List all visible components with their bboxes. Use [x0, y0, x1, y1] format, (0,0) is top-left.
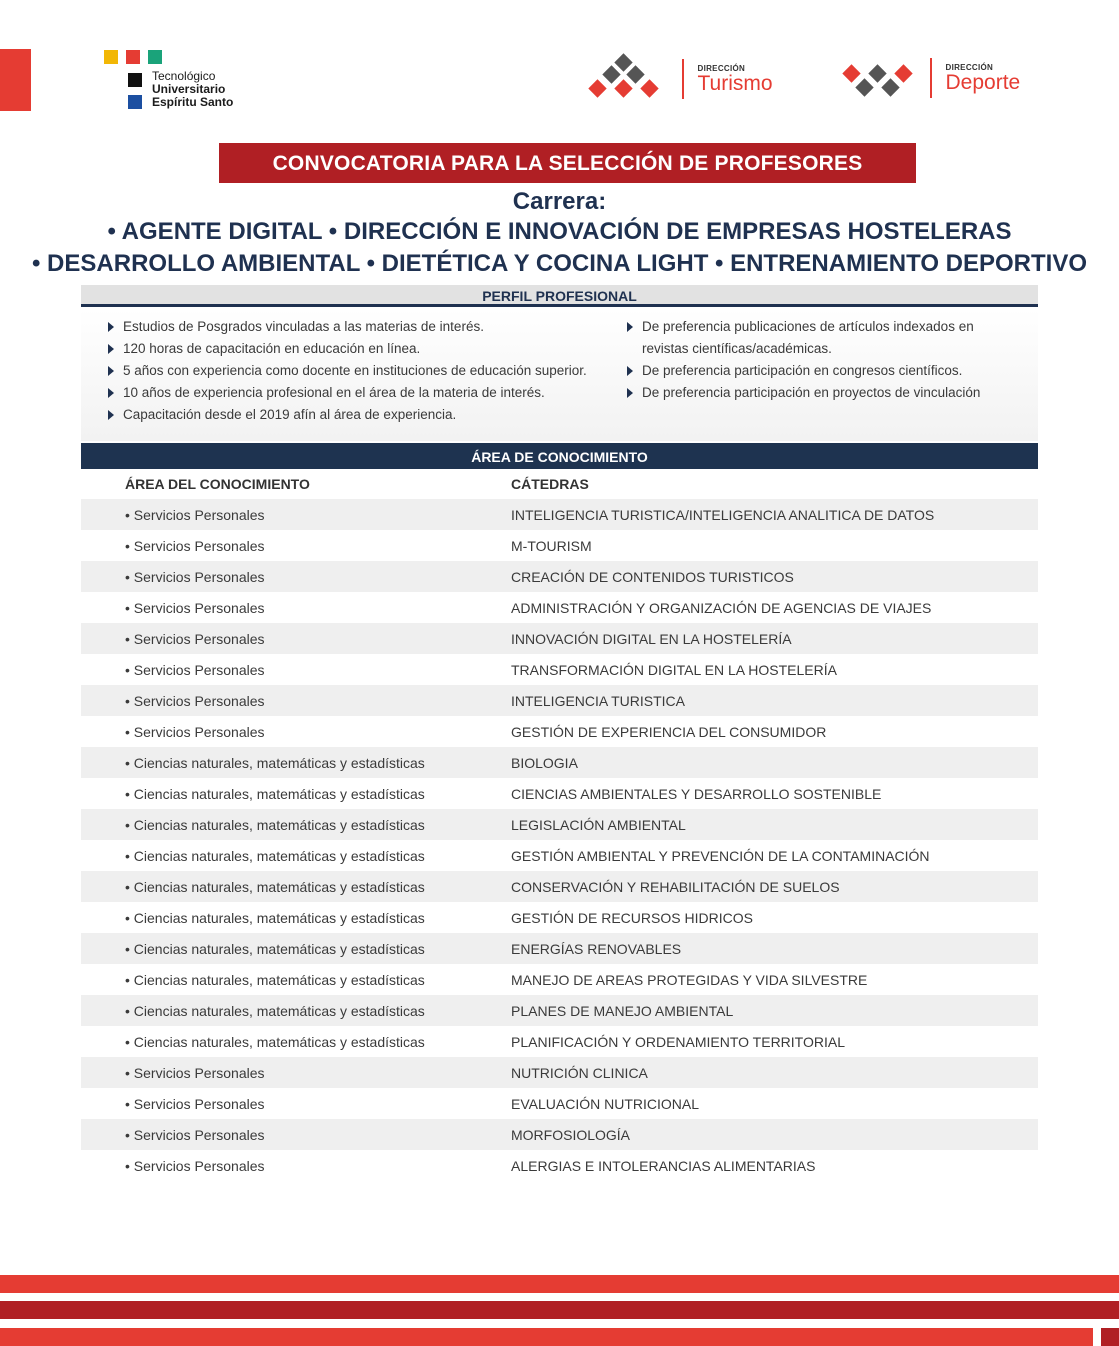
tec-logo	[104, 50, 233, 109]
perfil-list-left	[106, 316, 587, 426]
turismo-small: DIRECCIÓN	[697, 63, 746, 73]
cell-catedra: BIOLOGIA	[511, 754, 578, 771]
table-row	[81, 964, 1038, 995]
table-row	[81, 902, 1038, 933]
table-row	[81, 840, 1038, 871]
carrera-line-1: • AGENTE DIGITAL • DIRECCIÓN E INNOVACIÓN DE EMPRESAS HOSTELERAS	[107, 218, 1012, 245]
cell-catedra: GESTIÓN AMBIENTAL Y PREVENCIÓN DE LA CONTAMINACIÓN	[511, 847, 930, 864]
list-item: Estudios de Posgrados vinculadas a las materias de interés.	[106, 316, 587, 338]
footer-stripe-2	[0, 1301, 1119, 1319]
table-row	[81, 809, 1038, 840]
cell-catedra: M-TOURISM	[511, 537, 592, 554]
table-row	[81, 1026, 1038, 1057]
table-row	[81, 778, 1038, 809]
page-title: CONVOCATORIA PARA LA SELECCIÓN DE PROFESORES	[219, 143, 916, 183]
logo-line-1: Tecnológico	[152, 69, 216, 83]
cell-area: • Servicios Personales	[125, 599, 265, 616]
cell-area: • Servicios Personales	[125, 723, 265, 740]
cell-catedra: MANEJO DE AREAS PROTEGIDAS Y VIDA SILVESTRE	[511, 971, 868, 988]
cell-catedra: NUTRICIÓN CLINICA	[511, 1064, 648, 1081]
side-red-tab	[0, 49, 31, 111]
list-item: Capacitación desde el 2019 afín al área de experiencia.	[106, 404, 587, 426]
cell-catedra: INTELIGENCIA TURISTICA/INTELIGENCIA ANALITICA DE DATOS	[511, 506, 935, 523]
footer-stripe-3	[0, 1328, 1093, 1346]
cell-area: • Ciencias naturales, matemáticas y estadísticas	[125, 1002, 425, 1019]
table-row	[81, 499, 1038, 530]
cell-area: • Servicios Personales	[125, 537, 265, 554]
carrera-line-2: • DESARROLLO AMBIENTAL • DIETÉTICA Y COCINA LIGHT • ENTRENAMIENTO DEPORTIVO	[31, 250, 1088, 277]
cell-catedra: INTELIGENCIA TURISTICA	[511, 692, 685, 709]
table-row	[81, 995, 1038, 1026]
footer-stripe-1	[0, 1275, 1119, 1293]
logo-square-red	[126, 50, 140, 64]
cell-catedra: TRANSFORMACIÓN DIGITAL EN LA HOSTELERÍA	[511, 661, 837, 678]
table-row	[81, 747, 1038, 778]
cell-area: • Ciencias naturales, matemáticas y estadísticas	[125, 878, 425, 895]
cell-catedra: ADMINISTRACIÓN Y ORGANIZACIÓN DE AGENCIAS DE VIAJES	[511, 599, 932, 616]
logo-separator	[930, 58, 932, 98]
table-row	[81, 561, 1038, 592]
cell-area: • Ciencias naturales, matemáticas y estadísticas	[125, 816, 425, 833]
cell-catedra: LEGISLACIÓN AMBIENTAL	[511, 816, 686, 833]
list-item: De preferencia participación en proyectos de vinculación	[625, 382, 980, 404]
cell-catedra: GESTIÓN DE RECURSOS HIDRICOS	[511, 909, 753, 926]
table-row	[81, 1057, 1038, 1088]
logo-text	[152, 70, 233, 109]
perfil-body	[81, 309, 1038, 441]
cell-area: • Servicios Personales	[125, 630, 265, 647]
cell-catedra: CREACIÓN DE CONTENIDOS TURISTICOS	[511, 568, 794, 585]
table-row	[81, 654, 1038, 685]
turismo-big: Turismo	[697, 71, 773, 95]
logo-square-black	[128, 73, 142, 87]
logo-line-2: Universitario	[152, 82, 226, 96]
logo-square-green	[148, 50, 162, 64]
list-item-continuation: revistas científicas/académicas.	[642, 341, 832, 356]
table-row	[81, 933, 1038, 964]
deporte-small: DIRECCIÓN	[945, 62, 994, 72]
area-header: ÁREA DE CONOCIMIENTO	[81, 443, 1038, 469]
cell-catedra: ENERGÍAS RENOVABLES	[511, 940, 682, 957]
perfil-list-right	[625, 316, 980, 404]
col-header-area: ÁREA DEL CONOCIMIENTO	[125, 476, 310, 492]
cell-catedra: CIENCIAS AMBIENTALES Y DESARROLLO SOSTENIBLE	[511, 785, 882, 802]
cell-area: • Servicios Personales	[125, 568, 265, 585]
deporte-big: Deporte	[945, 70, 1021, 94]
list-item: De preferencia participación en congresos científicos.	[625, 360, 980, 382]
logo-squares-top	[104, 50, 233, 64]
cell-area: • Ciencias naturales, matemáticas y estadísticas	[125, 1033, 425, 1050]
cell-catedra: ALERGIAS E INTOLERANCIAS ALIMENTARIAS	[511, 1157, 816, 1174]
logo-square-blue	[128, 95, 142, 109]
perfil-header: PERFIL PROFESIONAL	[81, 285, 1038, 307]
table-row	[81, 530, 1038, 561]
table-row	[81, 685, 1038, 716]
cell-catedra: EVALUACIÓN NUTRICIONAL	[511, 1095, 699, 1112]
cell-area: • Servicios Personales	[125, 1095, 265, 1112]
cell-area: • Servicios Personales	[125, 661, 265, 678]
logo-square-yellow	[104, 50, 118, 64]
table-row	[81, 623, 1038, 654]
cell-catedra: INNOVACIÓN DIGITAL EN LA HOSTELERÍA	[511, 630, 792, 647]
diamonds-icon	[586, 54, 662, 104]
turismo-logo	[586, 54, 773, 104]
cell-catedra: CONSERVACIÓN Y REHABILITACIÓN DE SUELOS	[511, 878, 840, 895]
cell-area: • Servicios Personales	[125, 1157, 265, 1174]
cell-catedra: PLANIFICACIÓN Y ORDENAMIENTO TERRITORIAL	[511, 1033, 845, 1050]
carrera-heading: Carrera:	[512, 188, 607, 215]
col-header-catedras: CÁTEDRAS	[511, 476, 589, 492]
cell-catedra: PLANES DE MANEJO AMBIENTAL	[511, 1002, 734, 1019]
table-row	[81, 1119, 1038, 1150]
cell-area: • Servicios Personales	[125, 692, 265, 709]
cell-area: • Servicios Personales	[125, 1126, 265, 1143]
table-row	[81, 871, 1038, 902]
area-table	[81, 469, 1038, 1181]
list-item: 5 años con experiencia como docente en instituciones de educación superior.	[106, 360, 587, 382]
cell-catedra: MORFOSIOLOGÍA	[511, 1126, 631, 1143]
table-row	[81, 592, 1038, 623]
cell-area: • Ciencias naturales, matemáticas y estadísticas	[125, 909, 425, 926]
diamonds-icon	[840, 53, 916, 103]
footer-corner-square	[1101, 1328, 1119, 1346]
table-row	[81, 1150, 1038, 1181]
logo-line-3: Espíritu Santo	[152, 95, 234, 109]
cell-area: • Ciencias naturales, matemáticas y estadísticas	[125, 785, 425, 802]
table-row	[81, 716, 1038, 747]
table-header	[81, 469, 1038, 499]
cell-area: • Servicios Personales	[125, 506, 265, 523]
list-item: De preferencia publicaciones de artículos indexados en	[625, 316, 980, 338]
list-item: 10 años de experiencia profesional en el área de la materia de interés.	[106, 382, 587, 404]
list-item: 120 horas de capacitación en educación en línea.	[106, 338, 587, 360]
cell-area: • Ciencias naturales, matemáticas y estadísticas	[125, 754, 425, 771]
logo-separator	[682, 59, 684, 99]
cell-area: • Ciencias naturales, matemáticas y estadísticas	[125, 940, 425, 957]
cell-area: • Ciencias naturales, matemáticas y estadísticas	[125, 971, 425, 988]
cell-catedra: GESTIÓN DE EXPERIENCIA DEL CONSUMIDOR	[511, 723, 827, 740]
cell-area: • Servicios Personales	[125, 1064, 265, 1081]
cell-area: • Ciencias naturales, matemáticas y estadísticas	[125, 847, 425, 864]
deporte-logo	[840, 53, 1020, 103]
table-row	[81, 1088, 1038, 1119]
